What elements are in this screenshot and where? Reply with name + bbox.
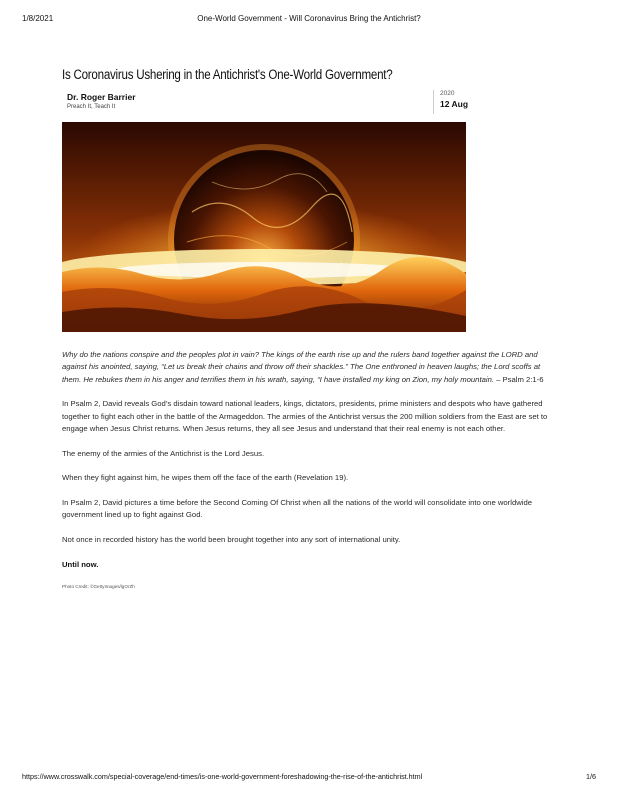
paragraph: Not once in recorded history has the world been brought together into any sort of international unity. [62, 534, 401, 544]
article-title: Is Coronavirus Ushering in the Antichrist's One-World Government? [62, 67, 393, 82]
scripture-quote-text: Why do the nations conspire and the peoples plot in vain? The kings of the earth rise up and the rulers band together against the LORD and against his anointed, saying, “Let us break their chains and throw off their shackles.” The One enthroned in heaven laughs; the Lord scoffs at them. He rebukes them in his anger and terrifies them in his wrath, saying, “I have installed my king on Zion, my holy mountain. [62, 350, 541, 384]
hero-image-burning-planet [62, 122, 466, 332]
print-header [22, 14, 596, 26]
scripture-reference: – Psalm 2:1-6 [493, 374, 544, 384]
paragraph: In Psalm 2, David pictures a time before the Second Coming Of Christ when all the nations of the world will consolidate into one worldwide government lined up to fight against God. [62, 497, 533, 520]
author-column[interactable]: Preach It, Teach It [67, 104, 116, 110]
paragraph: In Psalm 2, David reveals God’s disdain toward national leaders, kings, dictators, presidents, prime ministers and despots who have gathered together to fight each other in the battle of the Armageddon. The armies of the Antichrist versus the 200 million soldiers from the East are set to engage when Jesus Christ returns. When Jesus returns, they all see Jesus and understand that their real enemy is not each other. [62, 399, 548, 433]
paragraph: The enemy of the armies of the Antichrist is the Lord Jesus. [62, 448, 265, 458]
page-number: 1/6 [586, 772, 596, 781]
print-footer [22, 772, 596, 784]
publish-date [433, 90, 468, 114]
closing-line [62, 559, 560, 571]
photo-credit: Photo Credit: ©GettyImages/lgOrZh [62, 584, 135, 590]
paragraph: When they fight against him, he wipes them off the face of the earth (Revelation 19). [62, 473, 349, 483]
author-name[interactable]: Dr. Roger Barrier [67, 92, 136, 102]
publish-day: 12 Aug [440, 99, 469, 109]
print-page-title: One-World Government - Will Coronavirus Bring the Antichrist? [197, 14, 421, 23]
burning-planet-illustration [62, 122, 466, 332]
scripture-quote [62, 349, 560, 386]
article-body [62, 349, 560, 594]
author-block [67, 92, 136, 110]
print-date: 1/8/2021 [22, 14, 54, 23]
page-url[interactable]: https://www.crosswalk.com/special-coverage/end-times/is-one-world-government-foreshadowing-the-rise-of-the-antichrist.html [22, 772, 423, 781]
publish-year: 2020 [440, 90, 455, 97]
closing-line-text: Until now. [62, 559, 99, 569]
